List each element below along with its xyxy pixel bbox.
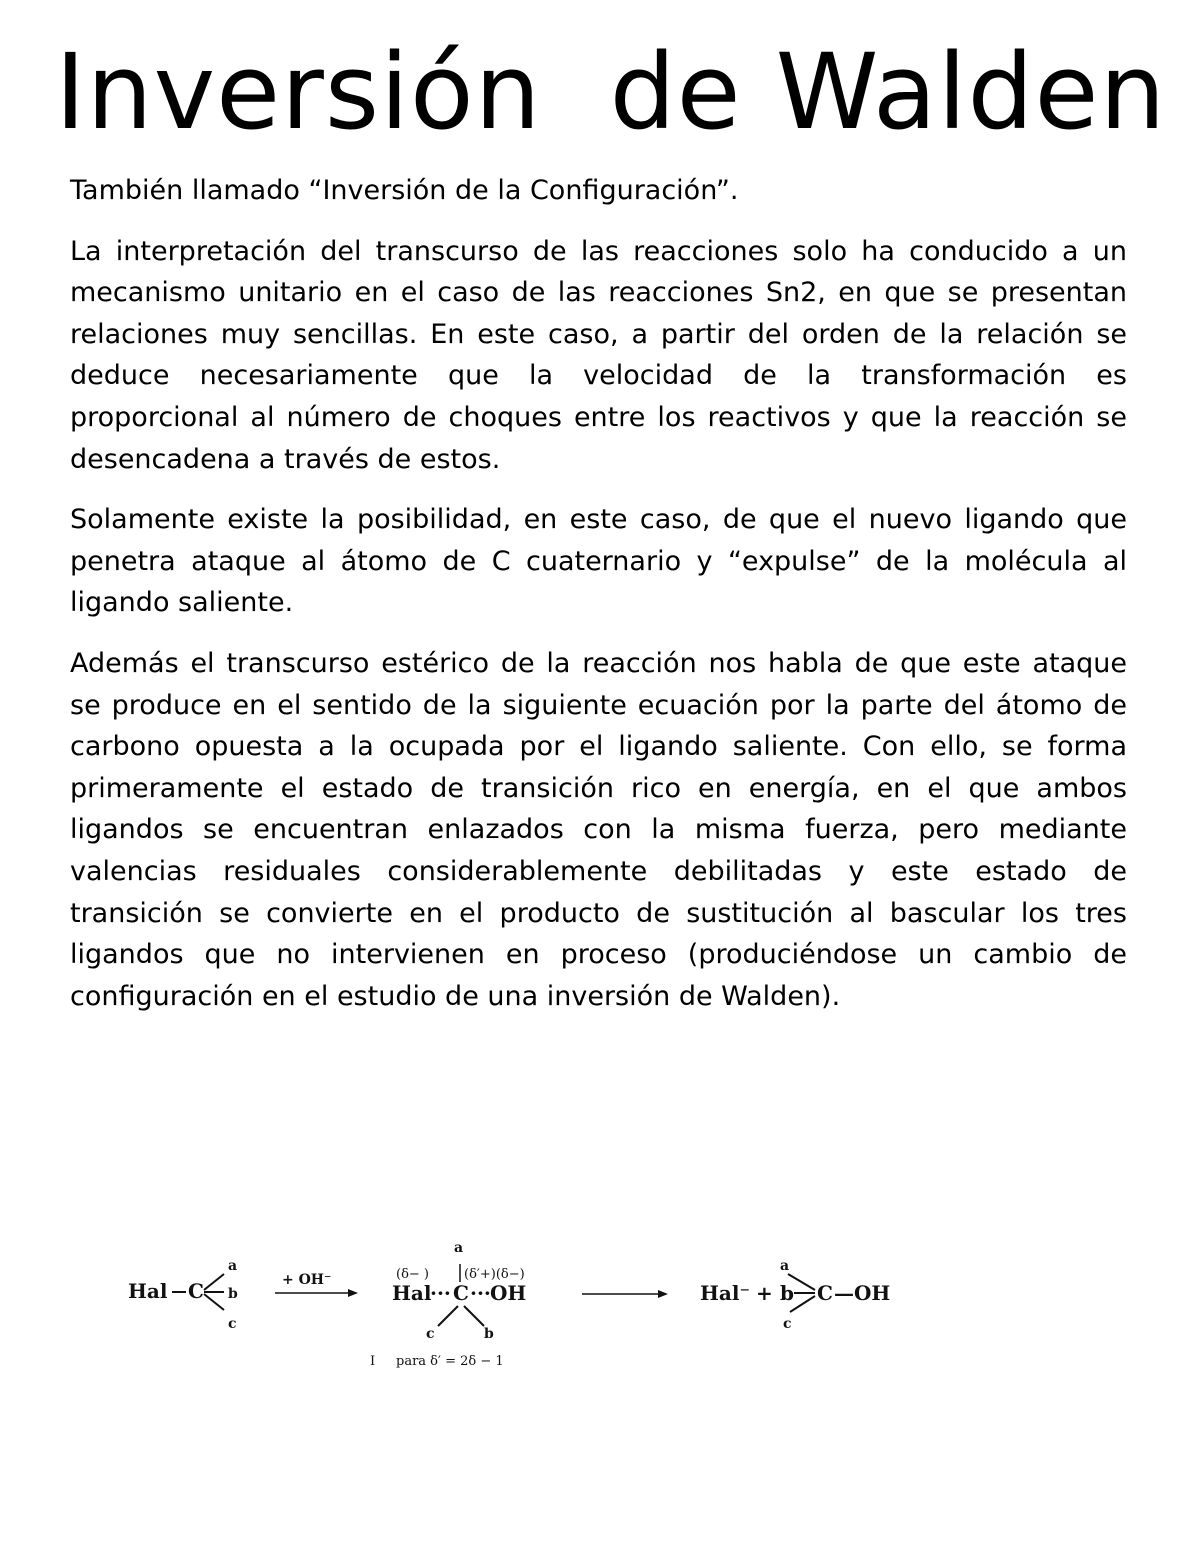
reagent-label: + OH⁻ xyxy=(282,1272,332,1288)
reactant-hal: Hal xyxy=(128,1279,168,1303)
ts-caption-label: I xyxy=(370,1354,376,1369)
product-sub-c: c xyxy=(783,1316,792,1332)
product-bond: — xyxy=(834,1281,854,1305)
product-hal-ion: Hal⁻ xyxy=(700,1281,751,1305)
subtitle: También llamado “Inversión de la Configuración”. xyxy=(70,175,739,206)
reactant-sub-c: c xyxy=(228,1316,237,1332)
document-body xyxy=(70,170,1127,1036)
reaction-equation xyxy=(120,1230,910,1380)
ts-charge-right: (δ′+)(δ−) xyxy=(464,1267,525,1282)
product-oh: OH xyxy=(854,1281,891,1305)
products xyxy=(700,1258,890,1332)
paragraph-2: Solamente existe la posibilidad, en este caso, de que el nuevo ligando que penetra ataque al átomo de C cuaternario y “expulse” de la molécula al ligando saliente. xyxy=(70,504,1127,619)
product-sub-b: b xyxy=(780,1281,794,1305)
reaction-arrow xyxy=(582,1290,668,1298)
product-plus: + xyxy=(756,1281,773,1305)
paragraph-1: La interpretación del transcurso de las reacciones solo ha conducido a un mecanismo unitario en el caso de las reacciones Sn2, en que se presentan relaciones muy sencillas. En este caso, a partir del orden de la relación se deduce necesariamente que la velocidad de la transformación es proporcional al número de choques entre los reactivos y que la reacción se desencadena a través de estos. xyxy=(70,235,1127,475)
reactant-sub-a: a xyxy=(228,1258,238,1274)
ts-sub-b: b xyxy=(484,1326,494,1342)
ts-dots-left: ··· xyxy=(430,1281,451,1305)
product-carbon: C xyxy=(817,1281,833,1305)
ts-dots-right: ··· xyxy=(470,1281,491,1305)
ts-carbon: C xyxy=(453,1281,469,1305)
reactant xyxy=(128,1258,238,1332)
reactant-sub-b: b xyxy=(228,1286,238,1302)
reagent-arrow xyxy=(275,1272,358,1297)
reactant-carbon: C xyxy=(188,1279,204,1303)
page-title: Inversión de Walden xyxy=(55,31,1167,153)
ts-sub-c: c xyxy=(426,1326,435,1342)
transition-state xyxy=(370,1240,526,1369)
ts-caption: para δ′ = 2δ − 1 xyxy=(396,1354,504,1369)
ts-hal: Hal xyxy=(392,1281,432,1305)
paragraph-3: Además el transcurso estérico de la reacción nos habla de que este ataque se produce en el sentido de la siguiente ecuación por la parte del átomo de carbono opuesta a la ocupada por el ligando saliente. Con ello, se forma primeramente el estado de transición rico en energía, en el que ambos ligandos se encuentran enlazados con la misma fuerza, pero mediante valencias residuales considerablemente debilitadas y este estado de transición se convierte en el producto de sustitución al bascular los tres ligandos que no intervienen en proceso (produciéndose un cambio de configuración en el estudio de una inversión de Walden). xyxy=(70,647,1127,1012)
ts-sub-a: a xyxy=(454,1240,464,1256)
ts-charge-left: (δ− ) xyxy=(396,1267,429,1282)
product-sub-a: a xyxy=(780,1258,790,1274)
ts-oh: OH xyxy=(490,1281,527,1305)
